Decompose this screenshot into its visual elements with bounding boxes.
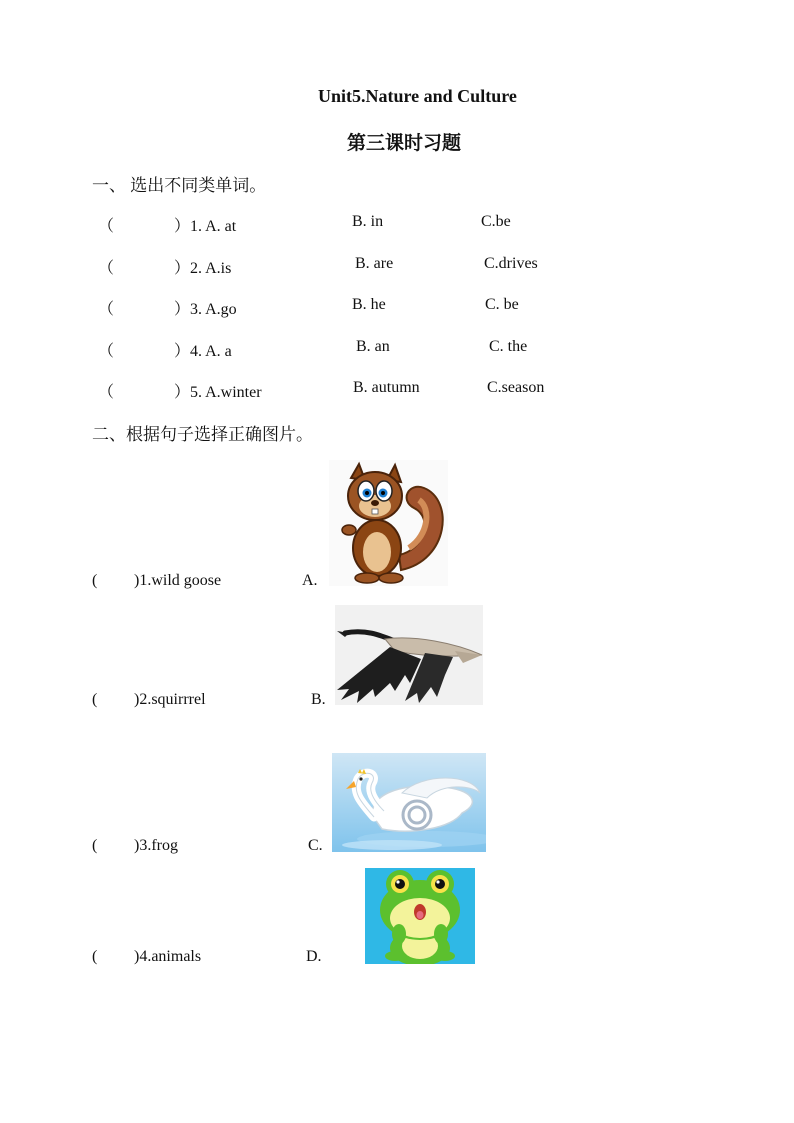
question-option-c: C. the	[489, 338, 528, 355]
section1-heading: 一、 选出不同类单词。	[92, 176, 267, 195]
question-option-a: ）4. A. a	[174, 343, 232, 360]
answer-paren: (	[92, 837, 98, 854]
page-subtitle: 第三课时习题	[347, 133, 462, 154]
picture-letter: C.	[308, 837, 323, 854]
swan-picture	[332, 753, 486, 852]
question-option-a: ）5. A.winter	[174, 384, 262, 401]
page-title: Unit5.Nature and Culture	[318, 86, 517, 106]
question-option-b: B. in	[352, 213, 384, 230]
answer-paren: (	[92, 572, 98, 589]
matching-item: )3.frog	[134, 837, 178, 854]
question-option-a: ）3. A.go	[174, 301, 237, 318]
answer-paren: （	[98, 260, 115, 277]
question-option-b: B. are	[355, 255, 394, 272]
answer-paren: （	[98, 384, 115, 401]
question-option-b: B. he	[352, 296, 386, 313]
question-option-b: B. autumn	[353, 379, 420, 396]
answer-paren: （	[98, 343, 115, 360]
question-option-a: ）2. A.is	[174, 260, 232, 277]
squirrel-picture	[329, 460, 448, 586]
question-option-a: ）1. A. at	[174, 218, 237, 235]
section2-heading: 二、根据句子选择正确图片。	[92, 425, 313, 444]
matching-item: )1.wild goose	[134, 572, 222, 589]
matching-item: )4.animals	[134, 948, 202, 965]
picture-letter: D.	[306, 948, 322, 965]
matching-item: )2.squirrrel	[134, 691, 206, 708]
question-option-c: C. be	[485, 296, 519, 313]
picture-letter: B.	[311, 691, 326, 708]
answer-paren: (	[92, 948, 98, 965]
picture-letter: A.	[302, 572, 318, 589]
frog-picture	[365, 868, 475, 964]
answer-paren: （	[98, 301, 115, 318]
question-option-c: C.be	[481, 213, 511, 230]
question-option-b: B. an	[356, 338, 390, 355]
answer-paren: (	[92, 691, 98, 708]
question-option-c: C.season	[487, 379, 545, 396]
wild-goose-picture	[335, 605, 483, 705]
answer-paren: （	[98, 218, 115, 235]
question-option-c: C.drives	[484, 255, 538, 272]
